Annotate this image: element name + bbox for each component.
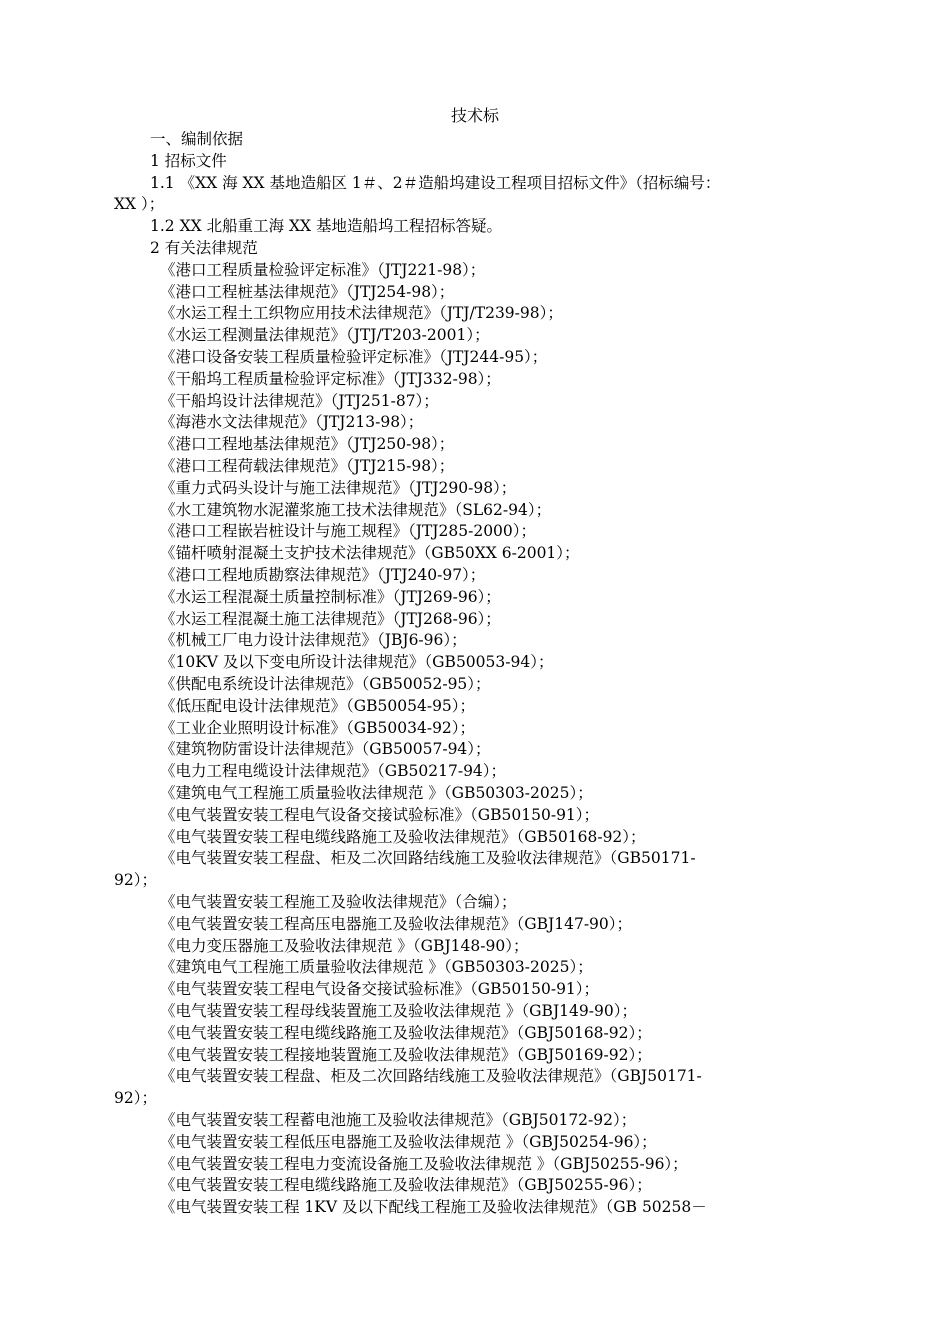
- document-line: 《建筑电气工程施工质量验收法律规范 》（GB50303-2025）；: [160, 958, 593, 977]
- document-line: 《建筑电气工程施工质量验收法律规范 》（GB50303-2025）；: [160, 784, 593, 802]
- document-line: 《干船坞工程质量检验评定标准》（JTJ332-98）；: [160, 369, 501, 388]
- document-line: 92）；: [114, 1089, 157, 1108]
- document-line: 《工业企业照明设计标准》（GB50034-92）；: [160, 718, 476, 737]
- document-line: 《机械工厂电力设计法律规范》（JBJ6-96）；: [160, 631, 467, 650]
- document-line: 《水运工程测量法律规范》（JTJ/T203-2001）；: [160, 326, 490, 345]
- document-line: 《电气装置安装工程电气设备交接试验标准》（GB50150-91）；: [160, 980, 600, 999]
- document-line: 92）；: [114, 871, 157, 890]
- document-line: 《低压配电设计法律规范》（GB50054-95）；: [160, 696, 476, 715]
- document-line: 《港口工程地基法律规范》（JTJ250-98）；: [160, 435, 455, 454]
- document-line: 《港口设备安装工程质量检验评定标准》（JTJ244-95）；: [160, 348, 548, 366]
- document-line: 《电气装置安装工程高压电器施工及验收法律规范》（GBJ147-90）；: [160, 914, 633, 933]
- document-line: 《水运工程混凝土施工法律规范》（JTJ268-96）；: [160, 609, 501, 628]
- document-line: 《电气装置安装工程盘、柜及二次回路结线施工及验收法律规范》（GBJ50171-: [160, 1067, 702, 1086]
- document-line: XX ）；: [114, 195, 165, 214]
- document-line: 《电气装置安装工程电缆线路施工及验收法律规范》（GBJ50255-96）；: [160, 1176, 652, 1195]
- document-line: 《电气装置安装工程母线装置施工及验收法律规范 》（GBJ149-90）；: [160, 1002, 637, 1020]
- document-line: 《港口工程质量检验评定标准》（JTJ221-98）；: [160, 260, 486, 279]
- document-line: 《建筑物防雷设计法律规范》（GB50057-94）；: [160, 740, 491, 759]
- document-line: 《电气装置安装工程电气设备交接试验标准》（GB50150-91）；: [160, 805, 600, 824]
- document-line: 《港口工程嵌岩桩设计与施工规程》（JTJ285-2000）；: [160, 522, 537, 541]
- document-line: 《水运工程土工织物应用技术法律规范》（JTJ/T239-98）；: [160, 304, 563, 323]
- document-line: 2 有关法律规范: [150, 239, 258, 257]
- document-line: 1 招标文件: [150, 151, 227, 170]
- document-line: 《电气装置安装工程 1KV 及以下配线工程施工及验收法律规范》（GB 50258－: [160, 1198, 707, 1217]
- document-line: 《电气装置安装工程电缆线路施工及验收法律规范》（GBJ50168-92）；: [160, 1023, 652, 1042]
- document-line: 《电气装置安装工程蓄电池施工及验收法律规范》（GBJ50172-92）；: [160, 1111, 637, 1129]
- document-line: 《电气装置安装工程接地装置施工及验收法律规范》（GBJ50169-92）；: [160, 1045, 652, 1064]
- document-line: 1.1 《XX 海 XX 基地造船区 1＃、2＃造船坞建设工程项目招标文件》（招标编号：: [150, 173, 721, 192]
- document-line: 《供配电系统设计法律规范》（GB50052-95）；: [160, 675, 491, 693]
- document-line: 《电力工程电缆设计法律规范》（GB50217-94）；: [160, 762, 507, 781]
- document-line: 《电气装置安装工程低压电器施工及验收法律规范 》（GBJ50254-96）；: [160, 1132, 657, 1151]
- document-line: 《港口工程荷载法律规范》（JTJ215-98）；: [160, 457, 455, 475]
- document-line: 《重力式码头设计与施工法律规范》（JTJ290-98）；: [160, 478, 517, 497]
- document-line: 《电气装置安装工程电力变流设备施工及验收法律规范 》（GBJ50255-96）；: [160, 1154, 688, 1173]
- document-line: 《锚杆喷射混凝土支护技术法律规范》（GB50XX 6-2001）；: [160, 544, 580, 563]
- document-line: 《电力变压器施工及验收法律规范 》（GBJ148-90）；: [160, 936, 529, 955]
- document-line: 《水工建筑物水泥灌浆施工技术法律规范》（SL62-94）；: [160, 500, 552, 519]
- document-line: 《电气装置安装工程电缆线路施工及验收法律规范》（GB50168-92）；: [160, 827, 646, 846]
- document-line: 《海港水文法律规范》（JTJ213-98）；: [160, 413, 424, 432]
- document-line: 《电气装置安装工程盘、柜及二次回路结线施工及验收法律规范》（GB50171-: [160, 849, 696, 868]
- document-line: 一、编制依据: [150, 130, 244, 148]
- document-line: 《港口工程桩基法律规范》（JTJ254-98）；: [160, 282, 455, 301]
- document-line: 1.2 XX 北船重工海 XX 基地造船坞工程招标答疑。: [150, 217, 502, 236]
- document-line: 《电气装置安装工程施工及验收法律规范》（合编）；: [160, 893, 517, 911]
- document-title: 技术标: [450, 106, 499, 125]
- document-line: 《港口工程地质勘察法律规范》（JTJ240-97）；: [160, 566, 486, 584]
- document-line: 《水运工程混凝土质量控制标准》（JTJ269-96）；: [160, 587, 501, 606]
- document-line: 《10KV 及以下变电所设计法律规范》（GB50053-94）；: [160, 653, 554, 672]
- document-line: 《干船坞设计法律规范》（JTJ251-87）；: [160, 391, 439, 410]
